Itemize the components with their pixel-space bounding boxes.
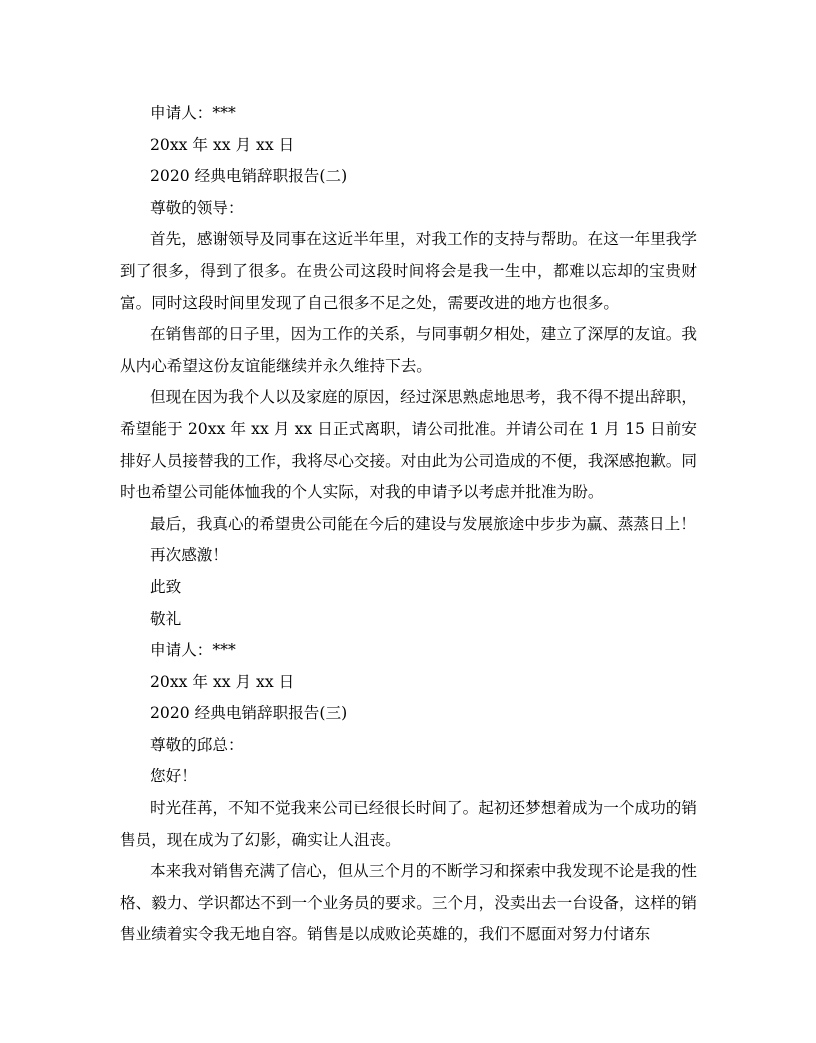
date-line: 20xx 年 xx 月 xx 日 — [150, 672, 295, 691]
closing-line: 此致 — [150, 577, 182, 596]
applicant-line: 申请人：*** — [150, 104, 236, 122]
section-title: 2020 经典电销辞职报告(三) — [150, 704, 348, 723]
closing-line: 敬礼 — [150, 609, 182, 628]
body-paragraph: 最后，我真心的希望贵公司能在今后的建设与发展旅途中步步为赢、蒸蒸日上！ — [150, 514, 696, 533]
salutation: 尊敬的领导： — [150, 198, 244, 217]
document-body — [120, 98, 697, 951]
date-line: 20xx 年 xx 月 xx 日 — [150, 135, 295, 154]
body-paragraph: 但现在因为我个人以及家庭的原因，经过深思熟虑地思考，我不得不提出辞职，希望能于 20xx 年 xx 月 xx 日正式离职，请公司批准。并请公司在 1 月 15 日前安排好人员接替我的工作，我将尽心交接。对由此为公司造成的不便，我深感抱歉。同时也希望公司能体恤我的个人实际，对我的申请予以考虑并批准为盼。 — [120, 388, 697, 502]
body-paragraph: 在销售部的日子里，因为工作的关系，与同事朝夕相处，建立了深厚的友谊。我从内心希望这份友谊能继续并永久维持下去。 — [120, 325, 697, 375]
thanks-line: 再次感激！ — [150, 546, 228, 565]
salutation: 尊敬的邱总： — [150, 735, 244, 754]
body-paragraph: 本来我对销售充满了信心，但从三个月的不断学习和探索中我发现不论是我的性格、毅力、学识都达不到一个业务员的要求。三个月，没卖出去一台设备，这样的销售业绩着实令我无地自容。销售是以成败论英雄的，我们不愿面对努力付诸东 — [120, 862, 697, 944]
applicant-line: 申请人：*** — [150, 641, 236, 660]
body-paragraph: 首先，感谢领导及同事在这近半年里，对我工作的支持与帮助。在这一年里我学到了很多，得到了很多。在贵公司这段时间将会是我一生中，都难以忘却的宝贵财富。同时这段时间里发现了自己很多不足之处，需要改进的地方也很多。 — [120, 230, 697, 312]
body-paragraph: 时光荏苒，不知不觉我来公司已经很长时间了。起初还梦想着成为一个成功的销售员，现在成为了幻影，确实让人沮丧。 — [120, 799, 697, 849]
greeting-line: 您好！ — [150, 767, 197, 786]
section-title: 2020 经典电销辞职报告(二) — [150, 167, 348, 186]
